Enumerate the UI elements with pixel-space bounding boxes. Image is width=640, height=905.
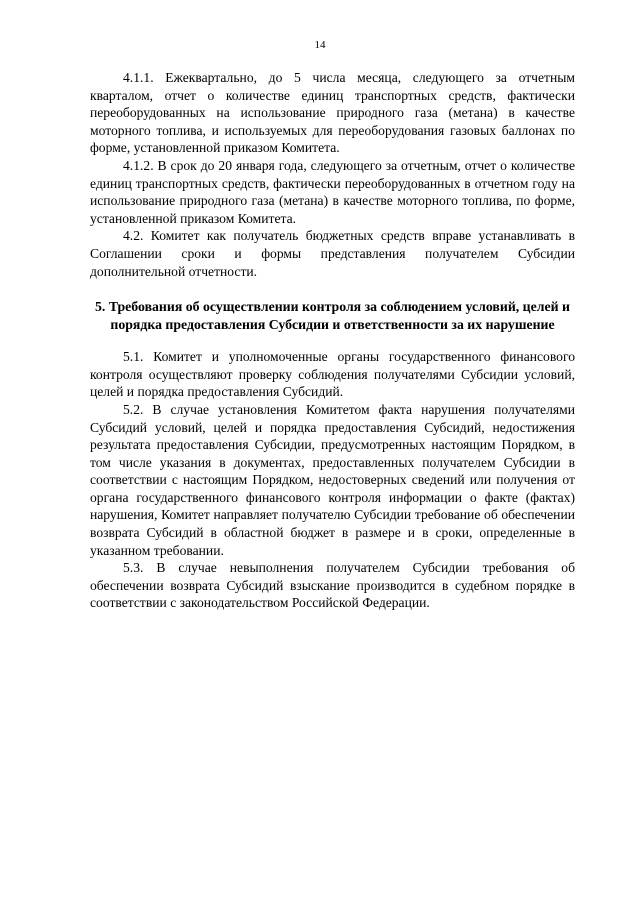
page-number: 14 [314, 39, 326, 51]
paragraph-5-2: 5.2. В случае установления Комитетом факта нарушения получателями Субсидий условий, целей и порядка предоставления Субсидий, недостижения результата предоставления Субсидии, предусмотренных настоящим Порядком, в том числе указания в документах, предоставленных получателем Субсидии в соответствии с настоящим Порядком, недостоверных сведений или получения от органа государственного финансового контроля информации о факте (фактах) нарушения, Комитет направляет получателю Субсидии требование об обеспечении возврата Субсидий в областной бюджет в размере и в сроки, определенные в указанном требовании. [90, 401, 575, 558]
paragraph-4-1-1: 4.1.1. Ежеквартально, до 5 числа месяца, следующего за отчетным кварталом, отчет о количестве единиц транспортных средств, фактически переоборудованных на использование природного газа (метана) в качестве моторного топлива, и используемых для переоборудования газовых баллонах по форме, установленной приказом Комитета. [90, 70, 575, 156]
paragraph-5-1: 5.1. Комитет и уполномоченные органы государственного финансового контроля осуществляют проверку соблюдения получателями Субсидии условий, целей и порядка предоставления Субсидий. [90, 349, 575, 400]
paragraph-4-2: 4.2. Комитет как получатель бюджетных средств вправе устанавливать в Соглашении сроки и формы представления получателем Субсидии дополнительной отчетности. [90, 228, 575, 279]
paragraph-4-1-2: 4.1.2. В срок до 20 января года, следующего за отчетным, отчет о количестве единиц транспортных средств, фактически переоборудованных в отчетном году на использование природного газа (метана) в качестве моторного топлива, по форме, установленной приказом Комитета. [90, 157, 575, 226]
section-heading: 5. Требования об осуществлении контроля за соблюдением условий, целей и порядка предоставления Субсидии и ответственности за их нарушение [95, 299, 570, 333]
document-body [90, 69, 575, 612]
paragraph-5-3: 5.3. В случае невыполнения получателем Субсидии требования об обеспечении возврата Субсидий взыскание производится в судебном порядке в соответствии с законодательством Российской Федерации. [90, 560, 575, 611]
